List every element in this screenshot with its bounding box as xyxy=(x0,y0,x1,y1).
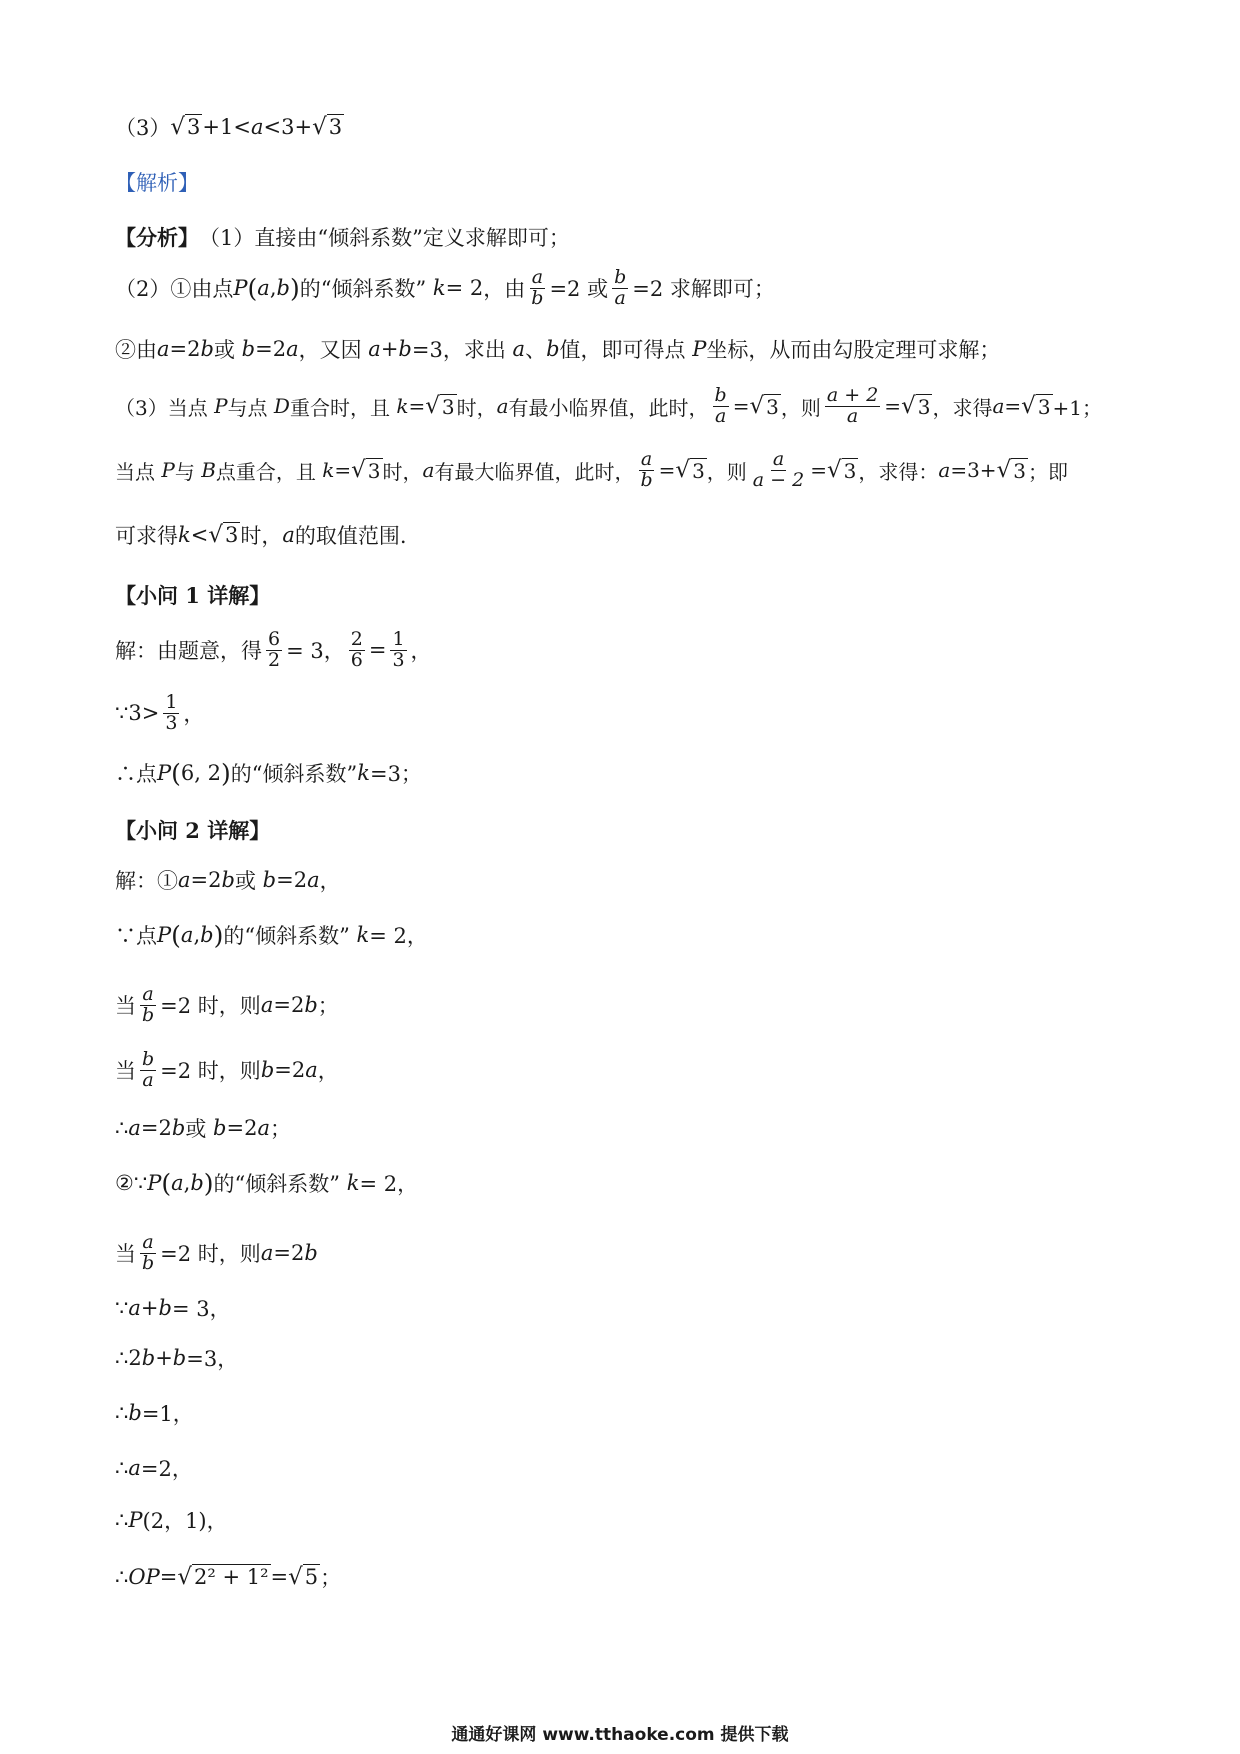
var: a xyxy=(496,394,509,419)
text: = 2， xyxy=(369,924,428,948)
text: ，由 xyxy=(483,277,526,302)
var: P xyxy=(147,1171,162,1195)
numerator: a xyxy=(772,448,785,470)
text: =3， xyxy=(186,1347,239,1371)
text: =2 xyxy=(140,1116,172,1140)
radicand: 5 xyxy=(304,1564,319,1589)
text: （1）直接由“倾斜系数”定义求解即可； xyxy=(199,226,570,250)
text: =2 求解即可； xyxy=(632,277,775,302)
var: b xyxy=(128,1401,142,1425)
text: = xyxy=(658,458,676,483)
var: a xyxy=(512,337,526,361)
fraction xyxy=(163,693,179,734)
numerator: 1 xyxy=(392,628,405,650)
sqrt: √ 3 xyxy=(351,457,381,484)
denominator: b xyxy=(142,1251,155,1274)
q2-heading xyxy=(115,815,270,845)
q1-heading xyxy=(115,580,270,610)
var: a xyxy=(992,394,1005,419)
text: 或 xyxy=(185,1117,207,1141)
text: =2 时，则 xyxy=(160,1242,261,1267)
denominator: b xyxy=(531,286,544,309)
var: a xyxy=(257,276,270,301)
var: a xyxy=(422,458,435,483)
var: k xyxy=(356,923,370,947)
text: 当 xyxy=(115,994,136,1019)
denominator: a xyxy=(614,286,626,309)
sqrt: √ 3 xyxy=(170,114,201,140)
denominator: a xyxy=(846,404,859,427)
text: 的“倾斜系数” xyxy=(299,277,427,302)
var: a xyxy=(938,458,951,483)
var: P xyxy=(161,458,175,483)
var: b xyxy=(158,1296,172,1320)
text: 时， xyxy=(456,395,497,420)
var: a xyxy=(260,993,274,1018)
text: 可求得 xyxy=(115,524,178,548)
var: b xyxy=(241,337,256,361)
fraction xyxy=(349,630,365,671)
text: ，求得： xyxy=(858,459,939,484)
text: =2 时，则 xyxy=(160,1059,261,1084)
text: ， xyxy=(183,702,205,727)
text: ∴2 xyxy=(115,1346,142,1370)
fraction xyxy=(529,268,545,309)
q2-line-4 xyxy=(115,1050,339,1091)
var: k xyxy=(322,458,335,483)
sqrt: √ 3 xyxy=(208,522,239,548)
page-footer: 通通好课网 www.tthaoke.com 提供下载 xyxy=(451,1725,789,1745)
text: 、 xyxy=(525,338,547,362)
text: 重合时，且 xyxy=(289,395,390,420)
text: 的“倾斜系数” xyxy=(223,924,350,948)
text: （2）①由点 xyxy=(115,277,234,302)
var: b xyxy=(141,1346,156,1370)
denominator: a xyxy=(142,1068,154,1091)
var: OP xyxy=(128,1565,160,1589)
analysis-tag: 【分析】 xyxy=(115,225,199,250)
text: (2，1)， xyxy=(142,1509,228,1533)
var: a xyxy=(286,337,299,361)
text: ∴点 xyxy=(115,762,157,786)
q2-line-5 xyxy=(115,1113,291,1143)
q2-line-13 xyxy=(115,1562,341,1592)
text: = 2， xyxy=(359,1172,419,1196)
numerator: 2 xyxy=(350,628,363,650)
denominator: 3 xyxy=(165,711,178,734)
text: = xyxy=(334,458,352,483)
text: ，又因 xyxy=(298,338,362,362)
text: ； xyxy=(269,1117,291,1141)
text: ，则 xyxy=(706,459,747,484)
text: + xyxy=(380,337,399,361)
radicand: 3 xyxy=(225,522,239,547)
radicand: 3 xyxy=(1013,458,1026,483)
analysis-line-5 xyxy=(115,450,1068,491)
text: 的取值范围. xyxy=(294,524,407,548)
numerator: b xyxy=(714,384,727,406)
text: = xyxy=(408,394,426,419)
text: 有最小临界值，此时， xyxy=(508,395,709,420)
text: ； xyxy=(320,1566,342,1590)
q1-line-1 xyxy=(115,630,432,671)
text: = 3， xyxy=(171,1297,231,1321)
text: ∴ xyxy=(115,1565,129,1589)
text: =3，求出 xyxy=(411,338,506,362)
text: =2 或 xyxy=(549,277,609,302)
var: b xyxy=(200,923,214,947)
fraction xyxy=(266,630,282,671)
sqrt: √ 3 xyxy=(312,114,343,140)
numerator: a xyxy=(142,983,154,1005)
radicand: 3 xyxy=(328,114,343,139)
numerator: 1 xyxy=(165,691,178,713)
denominator: a xyxy=(714,404,727,427)
text: ，求得 xyxy=(932,395,993,420)
q2-line-3 xyxy=(115,985,339,1026)
numerator: a xyxy=(531,266,544,288)
text: 时， xyxy=(240,524,283,548)
text: +1< xyxy=(202,115,251,139)
text: ，则 xyxy=(780,395,821,420)
denominator: b xyxy=(142,1003,155,1026)
q2-line-1 xyxy=(115,865,341,895)
var: b xyxy=(276,276,290,301)
text: 【小问 1 详解】 xyxy=(115,583,271,608)
sqrt: √ 3 xyxy=(425,393,455,420)
text: = xyxy=(368,638,387,663)
text: ②∵ xyxy=(115,1171,148,1195)
var: b xyxy=(221,868,235,892)
text: =2 xyxy=(226,1116,258,1140)
var: P xyxy=(157,923,172,947)
denominator: 3 xyxy=(392,648,405,671)
radicand: 2² + 1² xyxy=(194,1564,269,1589)
radicand: 3 xyxy=(441,394,455,419)
var: b xyxy=(260,1058,275,1083)
var: a xyxy=(368,337,381,361)
analysis-line-1 xyxy=(115,222,570,252)
text: = xyxy=(732,394,750,419)
analysis-line-3 xyxy=(115,334,1000,364)
text: =3+ xyxy=(950,458,997,483)
var: a xyxy=(128,1116,141,1140)
fraction xyxy=(390,630,406,671)
text: + xyxy=(155,1346,173,1370)
fraction xyxy=(140,1050,156,1091)
var: P xyxy=(157,761,172,785)
text: ， xyxy=(410,639,432,664)
var: a xyxy=(157,337,170,361)
text: = xyxy=(810,458,827,483)
text: =2 xyxy=(276,868,308,892)
var: b xyxy=(171,1116,186,1140)
var: b xyxy=(546,337,560,361)
text: + xyxy=(140,1296,159,1320)
radicand: 3 xyxy=(692,458,705,483)
text: =2 xyxy=(255,337,287,361)
var: b xyxy=(190,1171,204,1195)
numerator: b xyxy=(614,266,627,288)
numerator: 6 xyxy=(268,628,281,650)
text: 与点 xyxy=(227,395,268,420)
text: 点重合，且 xyxy=(215,459,316,484)
sqrt: √ 3 xyxy=(749,393,779,420)
q2-line-6: ②∵ P ( a , b ) 的“倾斜系数” k = 2， xyxy=(115,1168,419,1198)
text: 或 xyxy=(213,338,235,362)
var: D xyxy=(273,394,290,419)
text: ；即 xyxy=(1027,459,1068,484)
numerator: b xyxy=(142,1048,155,1070)
denominator: b xyxy=(640,468,653,491)
text: 【小问 2 详解】 xyxy=(115,818,271,843)
analysis-line-2: （2）①由点 P ( a , b ) 的“倾斜系数” k = 2 ，由 $\frac{a}{b}$ =2 或 $\frac{b}{a}$ =2 求解即可； xyxy=(115,266,775,309)
sqrt: √ 3 xyxy=(1021,393,1051,420)
text: 解：① xyxy=(115,869,178,893)
var: a xyxy=(250,115,264,139)
text: ∵点 xyxy=(115,924,157,948)
var: b xyxy=(304,993,318,1018)
text: =2， xyxy=(140,1457,193,1481)
text: 【解析】 xyxy=(115,171,199,195)
text: 解：由题意，得 xyxy=(115,639,262,664)
var: b xyxy=(200,337,214,361)
fraction xyxy=(612,268,628,309)
sqrt: √ 3 xyxy=(826,457,857,484)
var: a xyxy=(282,523,295,547)
text: =2 xyxy=(169,337,201,361)
q2-line-9 xyxy=(115,1343,238,1373)
text: 的“倾斜系数” xyxy=(230,762,358,786)
var: a xyxy=(178,868,191,892)
q2-line-10 xyxy=(115,1398,194,1428)
text: =1， xyxy=(141,1402,194,1426)
text: +1； xyxy=(1052,395,1103,420)
text: 时， xyxy=(382,459,423,484)
text: ∵3> xyxy=(115,701,160,726)
text: = 3， xyxy=(286,639,345,664)
text: ∴ xyxy=(115,1401,129,1425)
fraction xyxy=(140,1233,156,1274)
fraction xyxy=(825,386,880,427)
text: =2 xyxy=(273,1241,305,1266)
text: <3+ xyxy=(263,115,313,139)
text: 坐标，从而由勾股定理可求解； xyxy=(706,338,1001,362)
radicand: 3 xyxy=(367,458,381,483)
var: a xyxy=(257,1116,270,1140)
text: = xyxy=(159,1565,178,1589)
text: =2 xyxy=(274,1058,306,1083)
numerator: a xyxy=(640,448,653,470)
text: （3） xyxy=(115,116,171,140)
text: 当点 xyxy=(115,459,155,484)
text: = xyxy=(270,1565,289,1589)
analysis-line-4 xyxy=(115,386,1102,427)
text: 值，即可得点 xyxy=(559,338,686,362)
text: ∴ xyxy=(115,1116,129,1140)
fraction xyxy=(713,386,729,427)
text: 或 xyxy=(234,869,256,893)
text: ； xyxy=(317,994,339,1019)
fraction xyxy=(140,985,156,1026)
var: P xyxy=(128,1508,143,1532)
q2-line-7 xyxy=(115,1233,318,1274)
radicand: 3 xyxy=(843,458,857,483)
var: a xyxy=(305,1058,318,1083)
var: P xyxy=(233,276,248,301)
var: k xyxy=(396,394,409,419)
sqrt: √ 3 xyxy=(996,457,1026,484)
text: 的“倾斜系数” xyxy=(213,1172,341,1196)
var: b xyxy=(213,1116,227,1140)
var: b xyxy=(172,1346,187,1370)
var: a xyxy=(307,868,320,892)
numerator: a + 2 xyxy=(826,384,879,406)
text: ②由 xyxy=(115,338,157,362)
sqrt: √ 2² + 1² xyxy=(177,1564,269,1590)
text: ， xyxy=(319,869,341,893)
text: （3）当点 xyxy=(115,395,208,420)
q2-line-8 xyxy=(115,1293,231,1323)
text: ∵ xyxy=(115,1296,129,1320)
fraction xyxy=(638,450,654,491)
radicand: 3 xyxy=(766,394,779,419)
args: 6, 2 xyxy=(180,761,221,785)
var: a xyxy=(171,1171,184,1195)
var: P xyxy=(214,394,228,419)
text: ， xyxy=(317,1059,339,1084)
var: b xyxy=(304,1241,318,1266)
var: a xyxy=(128,1456,141,1480)
var: k xyxy=(432,276,446,301)
q1-line-2 xyxy=(115,693,204,734)
var: b xyxy=(262,868,277,892)
text: ∴ xyxy=(115,1508,129,1532)
var: a xyxy=(260,1241,274,1266)
text: = xyxy=(1004,394,1022,419)
text: ∴ xyxy=(115,1456,129,1480)
var: b xyxy=(398,337,412,361)
var: k xyxy=(178,523,191,547)
text: 与 xyxy=(174,459,195,484)
answer-3-line xyxy=(115,112,344,142)
q2-line-2: ∵点 P ( a , b ) 的“倾斜系数” k = 2， xyxy=(115,920,428,950)
denominator: 2 xyxy=(268,648,281,671)
analysis-line-6 xyxy=(115,520,407,550)
sqrt: √ 3 xyxy=(901,393,931,420)
var: P xyxy=(692,337,707,361)
radicand: 3 xyxy=(1037,394,1051,419)
denominator: a − 2 xyxy=(752,468,805,491)
text: =2 xyxy=(190,868,222,892)
text: =2 xyxy=(273,993,305,1018)
denominator: 6 xyxy=(350,648,363,671)
text: 当 xyxy=(115,1059,136,1084)
q2-line-12 xyxy=(115,1505,228,1535)
var: a xyxy=(180,923,194,947)
text: 有最大临界值，此时， xyxy=(434,459,635,484)
text: 当 xyxy=(115,1242,136,1267)
jiexi-heading xyxy=(115,167,199,197)
q2-line-11 xyxy=(115,1453,193,1483)
text: =3； xyxy=(369,762,422,786)
var: k xyxy=(346,1171,360,1195)
text: < xyxy=(190,523,209,547)
sqrt: √ 3 xyxy=(675,457,705,484)
radicand: 3 xyxy=(187,114,201,139)
var: B xyxy=(201,458,216,483)
q1-line-3: ∴点 P ( 6, 2 ) 的“倾斜系数” k =3； xyxy=(115,758,422,788)
fraction xyxy=(751,450,806,491)
text: = xyxy=(884,394,902,419)
sqrt: √ 5 xyxy=(288,1564,319,1590)
text: =2 时，则 xyxy=(160,994,261,1019)
numerator: a xyxy=(142,1231,154,1253)
var: k xyxy=(357,761,370,785)
var: a xyxy=(128,1296,141,1320)
radicand: 3 xyxy=(917,394,931,419)
text: = 2 xyxy=(445,276,484,301)
